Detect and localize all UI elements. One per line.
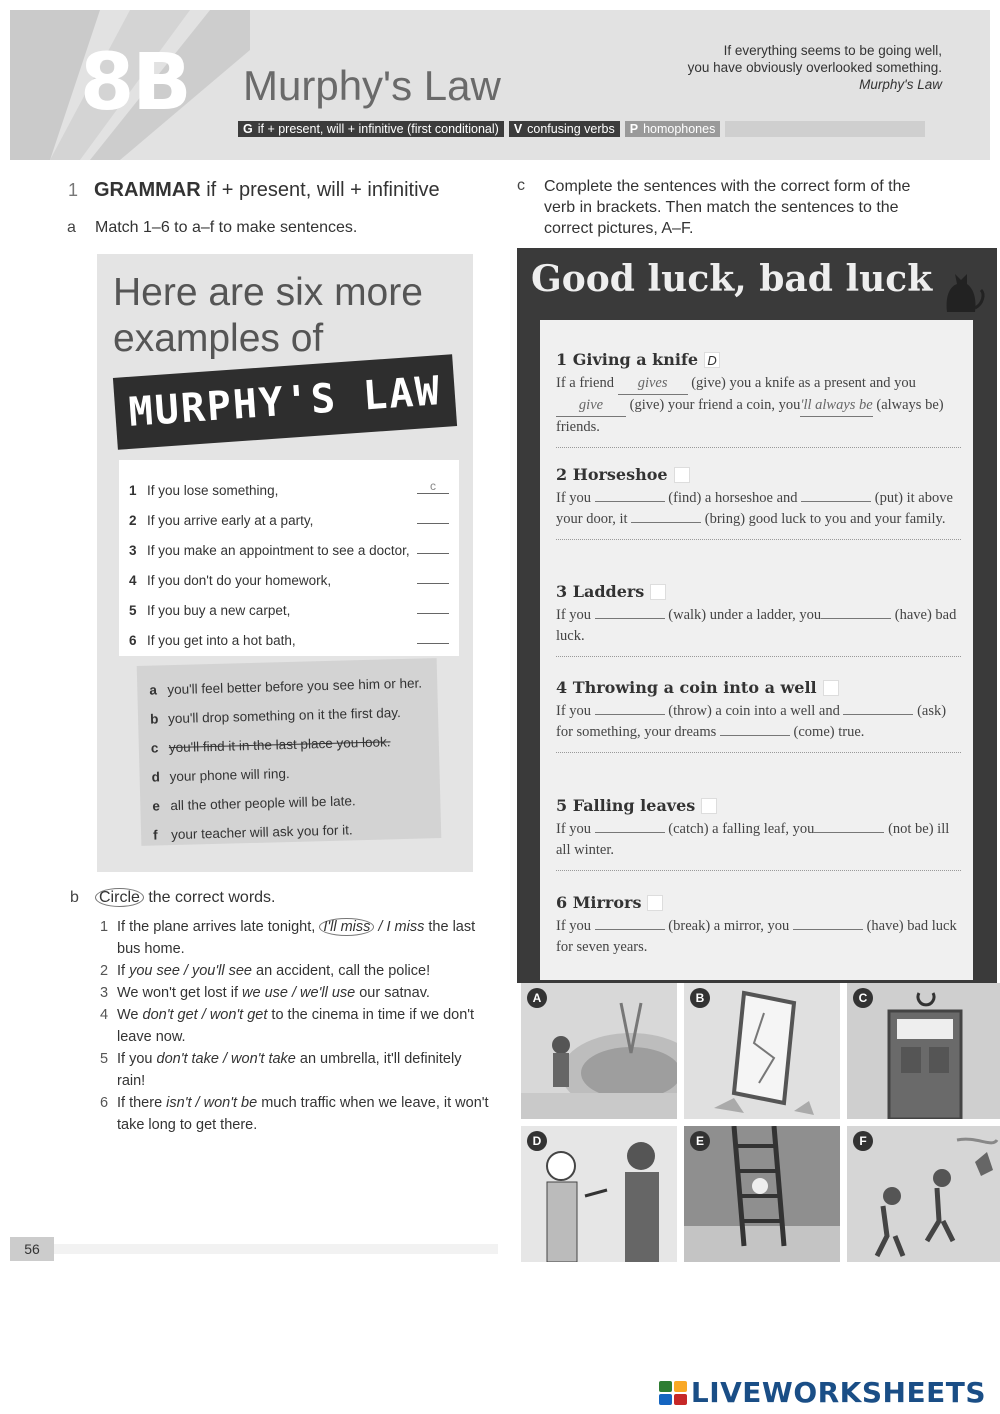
murphy-banner: MURPHY'S LAW	[113, 354, 457, 450]
part-c-letter: c	[517, 177, 525, 194]
picture-label: E	[690, 1131, 710, 1151]
sentence-endings-list	[137, 658, 442, 846]
sentence-starts-list	[119, 460, 459, 656]
list-item: 3 If you make an appointment to see a doctor,	[129, 528, 449, 558]
word-option[interactable]: we use	[242, 985, 288, 1001]
verb-gap[interactable]	[843, 714, 913, 715]
answer-field[interactable]	[417, 613, 449, 614]
header-quote: If everything seems to be going well, you have obviously overlooked something. Murphy's Law	[687, 43, 942, 92]
list-item: 5 If you buy a new carpet,	[129, 588, 449, 618]
verb-gap[interactable]	[595, 618, 665, 619]
verb-gap[interactable]	[595, 714, 665, 715]
verb-gap[interactable]: give	[556, 395, 626, 417]
verb-gap[interactable]	[814, 832, 884, 833]
picture-label: F	[853, 1131, 873, 1151]
picture-b-mirror	[684, 983, 840, 1119]
part-a-instruction: Match 1–6 to a–f to make sentences.	[95, 219, 358, 236]
verb-gap[interactable]	[720, 735, 790, 736]
luck-item-knife: 1 Giving a knife D If a friend gives (give) you a knife as a present and you give (give) your friend a coin, you'll always be (always be) friends.	[556, 350, 961, 448]
picture-a-well	[521, 983, 677, 1119]
word-option[interactable]: won't get	[209, 1007, 268, 1023]
picture-answer-box[interactable]: D	[704, 352, 720, 368]
murphy-heading: Here are six more examples of	[113, 271, 423, 360]
luck-item-leaves: 5 Falling leaves If you (catch) a falling leaf, you (not be) ill all winter.	[556, 796, 961, 871]
word-option[interactable]: isn't	[166, 1095, 192, 1111]
verb-gap[interactable]	[595, 501, 665, 502]
liveworksheets-brand[interactable]	[659, 1376, 986, 1409]
unit-badge: 8B	[80, 38, 190, 128]
topic-tags	[238, 121, 925, 137]
murphy-law-box	[97, 254, 473, 872]
word-option[interactable]: don't get	[142, 1007, 198, 1023]
picture-answer-box[interactable]	[823, 680, 839, 696]
list-item: 1 If the plane arrives late tonight, I'll miss / I miss the last bus home.	[100, 919, 476, 957]
verb-gap[interactable]	[793, 929, 863, 930]
part-c-instruction: Complete the sentences with the correct form of the verb in brackets. Then match the sentences to the correct pictures, A–F.	[544, 178, 911, 237]
answer-field[interactable]	[417, 643, 449, 644]
liveworksheets-logo-icon	[659, 1381, 687, 1405]
list-item: 4 We don't get / won't get to the cinema in time if we don't leave now.	[100, 1007, 475, 1045]
list-item: 3 We won't get lost if we use / we'll use our satnav.	[100, 985, 430, 1001]
picture-label: B	[690, 988, 710, 1008]
word-option[interactable]: you see	[129, 963, 180, 979]
answer-field[interactable]	[417, 583, 449, 584]
picture-answer-box[interactable]	[647, 895, 663, 911]
word-option[interactable]: won't take	[231, 1051, 296, 1067]
unit-header	[10, 10, 990, 160]
luck-item-ladders: 3 Ladders If you (walk) under a ladder, you (have) bad luck.	[556, 582, 961, 657]
list-item: 6 If you get into a hot bath,	[129, 618, 449, 648]
list-item: a you'll feel better before you see him or her.	[149, 675, 423, 698]
luck-item-horseshoe: 2 Horseshoe If you (find) a horseshoe and (put) it above your door, it (bring) good luck to you and your family.	[556, 465, 961, 540]
picture-d-knife	[521, 1126, 677, 1262]
picture-answer-box[interactable]	[650, 584, 666, 600]
word-option[interactable]: we'll use	[300, 985, 356, 1001]
picture-answer-box[interactable]	[674, 467, 690, 483]
list-item: e all the other people will be late.	[152, 793, 356, 814]
list-item: d your phone will ring.	[151, 765, 290, 785]
list-item: 2 If you arrive early at a party,	[129, 498, 449, 528]
tag-filler	[725, 121, 925, 137]
answer-field[interactable]	[417, 523, 449, 524]
list-item: 6 If there isn't / won't be much traffic when we leave, it won't take long to get there.	[100, 1095, 489, 1133]
picture-c-door	[847, 983, 1000, 1119]
black-cat-icon	[937, 264, 987, 314]
verb-gap[interactable]	[821, 618, 891, 619]
good-luck-card	[540, 320, 973, 980]
picture-e-ladder	[684, 1126, 840, 1262]
list-item: c you'll find it in the last place you look.	[150, 734, 391, 756]
verb-gap[interactable]	[595, 929, 665, 930]
grammar-tag: G if + present, will + infinitive (first conditional)	[238, 121, 504, 137]
picture-label: A	[527, 988, 547, 1008]
word-option[interactable]: you'll see	[191, 963, 252, 979]
verb-gap[interactable]	[631, 522, 701, 523]
circle-words-list	[100, 916, 490, 1136]
vocabulary-tag: V confusing verbs	[509, 121, 620, 137]
list-item: 5 If you don't take / won't take an umbrella, it'll definitely rain!	[100, 1051, 462, 1089]
answer-field[interactable]: c	[417, 479, 449, 494]
unit-title: Murphy's Law	[243, 62, 501, 109]
word-option[interactable]: don't take	[156, 1051, 219, 1067]
page-number: 56	[10, 1237, 54, 1261]
verb-gap[interactable]	[801, 501, 871, 502]
list-item: f your teacher will ask you for it.	[152, 822, 353, 843]
list-item: 2 If you see / you'll see an accident, call the police!	[100, 963, 431, 979]
luck-item-mirrors: 6 Mirrors If you (break) a mirror, you (have) bad luck for seven years.	[556, 893, 957, 955]
good-luck-box	[517, 248, 997, 983]
section-number: 1	[68, 180, 79, 200]
picture-f-leaves	[847, 1126, 1000, 1262]
verb-gap[interactable]: gives	[618, 373, 688, 395]
verb-gap[interactable]: 'll always be	[800, 395, 872, 417]
word-option[interactable]: I'll miss	[319, 918, 374, 936]
part-b-instruction: Circle the correct words.	[95, 887, 276, 908]
word-option[interactable]: I miss	[386, 919, 425, 935]
good-luck-title: Good luck, bad luck	[531, 258, 933, 300]
list-item: b you'll drop something on it the first day.	[149, 705, 401, 727]
pronunciation-tag: P homophones	[625, 121, 721, 137]
page-footer-bar	[54, 1244, 498, 1254]
list-item: 4 If you don't do your homework,	[129, 558, 449, 588]
word-option[interactable]: won't be	[203, 1095, 258, 1111]
brand-name: LIVEWORKSHEETS	[690, 1376, 986, 1409]
list-item: 1 If you lose something, c	[129, 468, 449, 498]
part-b-letter: b	[70, 889, 79, 906]
section-title: GRAMMAR if + present, will + infinitive	[94, 179, 440, 201]
luck-item-well: 4 Throwing a coin into a well If you (throw) a coin into a well and (ask) for something, your dreams (come) true.	[556, 678, 961, 753]
picture-answer-box[interactable]	[701, 798, 717, 814]
verb-gap[interactable]	[595, 832, 665, 833]
answer-field[interactable]	[417, 553, 449, 554]
part-a-letter: a	[67, 219, 76, 236]
picture-label: C	[853, 988, 873, 1008]
picture-label: D	[527, 1131, 547, 1151]
